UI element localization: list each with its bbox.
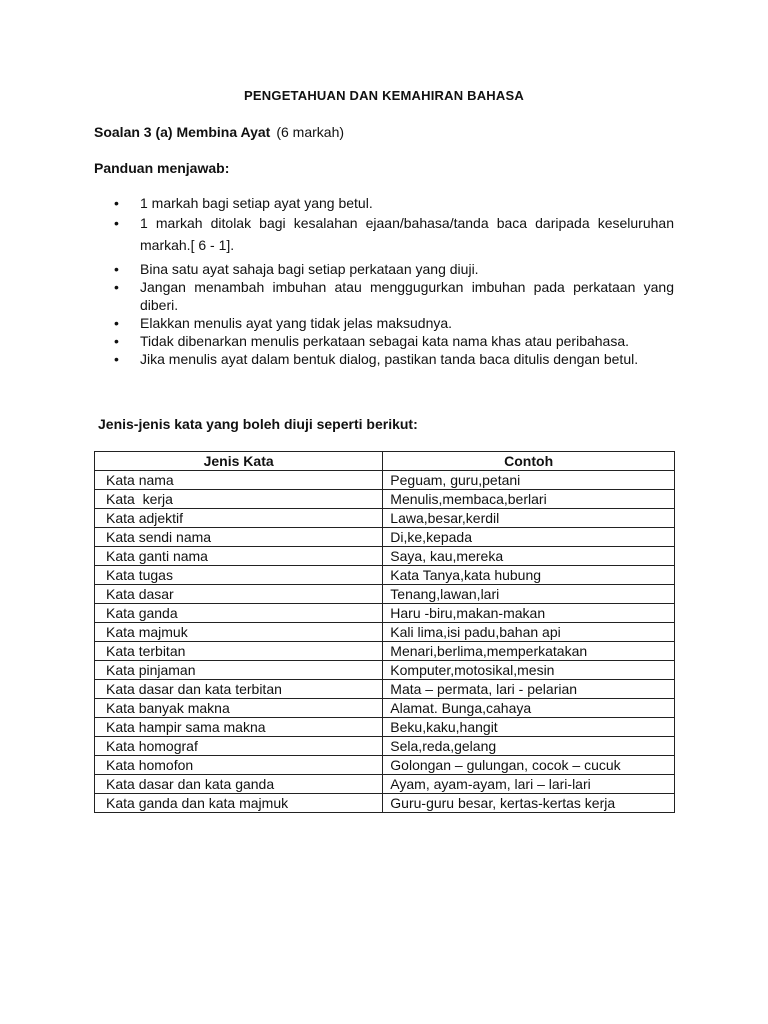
question-heading bbox=[94, 124, 344, 140]
word-type-cell: Kata ganda bbox=[95, 604, 383, 623]
example-cell: Mata – permata, lari - pelarian bbox=[383, 680, 675, 699]
guide-heading: Panduan menjawab: bbox=[94, 160, 230, 176]
example-cell: Beku,kaku,hangit bbox=[383, 718, 675, 737]
table-row bbox=[95, 642, 675, 661]
rule-text: 1 markah ditolak bagi kesalahan ejaan/bahasa/tanda baca daripada keseluruhan markah.[ 6 - 1]. bbox=[140, 215, 674, 253]
column-header-jenis-kata: Jenis Kata bbox=[95, 452, 383, 471]
word-type-cell: Kata hampir sama makna bbox=[95, 718, 383, 737]
example-cell: Menulis,membaca,berlari bbox=[383, 490, 675, 509]
bullet-icon: • bbox=[114, 261, 119, 277]
word-type-cell: Kata terbitan bbox=[95, 642, 383, 661]
table-row bbox=[95, 718, 675, 737]
table-row bbox=[95, 566, 675, 585]
example-cell: Saya, kau,mereka bbox=[383, 547, 675, 566]
rule-item bbox=[114, 278, 674, 314]
table-row bbox=[95, 604, 675, 623]
rule-text: Bina satu ayat sahaja bagi setiap perkataan yang diuji. bbox=[140, 261, 479, 277]
word-type-cell: Kata dasar bbox=[95, 585, 383, 604]
question-marks: (6 markah) bbox=[276, 124, 345, 140]
example-cell: Kata Tanya,kata hubung bbox=[383, 566, 675, 585]
rule-item bbox=[114, 194, 674, 212]
rules-list bbox=[114, 194, 674, 368]
example-cell: Haru -biru,makan-makan bbox=[383, 604, 675, 623]
word-type-cell: Kata tugas bbox=[95, 566, 383, 585]
word-type-cell: Kata dasar dan kata terbitan bbox=[95, 680, 383, 699]
example-cell: Komputer,motosikal,mesin bbox=[383, 661, 675, 680]
bullet-icon: • bbox=[114, 333, 119, 349]
column-header-contoh: Contoh bbox=[383, 452, 675, 471]
word-type-cell: Kata banyak makna bbox=[95, 699, 383, 718]
bullet-icon: • bbox=[114, 351, 119, 367]
example-cell: Kali lima,isi padu,bahan api bbox=[383, 623, 675, 642]
word-type-cell: Kata pinjaman bbox=[95, 661, 383, 680]
table-header-row bbox=[95, 452, 675, 471]
table-row bbox=[95, 737, 675, 756]
example-cell: Sela,reda,gelang bbox=[383, 737, 675, 756]
rule-text: Tidak dibenarkan menulis perkataan sebagai kata nama khas atau peribahasa. bbox=[140, 333, 630, 349]
table-row bbox=[95, 471, 675, 490]
table-row bbox=[95, 775, 675, 794]
table-row bbox=[95, 680, 675, 699]
word-type-cell: Kata homofon bbox=[95, 756, 383, 775]
word-type-cell: Kata sendi nama bbox=[95, 528, 383, 547]
word-type-cell: Kata ganti nama bbox=[95, 547, 383, 566]
example-cell: Alamat. Bunga,cahaya bbox=[383, 699, 675, 718]
bullet-icon: • bbox=[114, 215, 119, 231]
table-row bbox=[95, 756, 675, 775]
word-type-cell: Kata homograf bbox=[95, 737, 383, 756]
rule-text: 1 markah bagi setiap ayat yang betul. bbox=[140, 195, 373, 211]
example-cell: Di,ke,kepada bbox=[383, 528, 675, 547]
table-row bbox=[95, 623, 675, 642]
rule-item bbox=[114, 212, 674, 256]
word-type-cell: Kata adjektif bbox=[95, 509, 383, 528]
rule-item bbox=[114, 350, 674, 368]
word-type-cell: Kata dasar dan kata ganda bbox=[95, 775, 383, 794]
document-title: PENGETAHUAN DAN KEMAHIRAN BAHASA bbox=[244, 88, 524, 103]
word-type-cell: Kata majmuk bbox=[95, 623, 383, 642]
example-cell: Peguam, guru,petani bbox=[383, 471, 675, 490]
word-type-cell: Kata kerja bbox=[95, 490, 383, 509]
bullet-icon: • bbox=[114, 315, 119, 331]
example-cell: Ayam, ayam-ayam, lari – lari-lari bbox=[383, 775, 675, 794]
word-type-cell: Kata ganda dan kata majmuk bbox=[95, 794, 383, 813]
rule-text: Jangan menambah imbuhan atau menggugurkan imbuhan pada perkataan yang diberi. bbox=[140, 279, 674, 313]
word-types-heading: Jenis-jenis kata yang boleh diuji seperti berikut: bbox=[98, 416, 418, 432]
example-cell: Lawa,besar,kerdil bbox=[383, 509, 675, 528]
example-cell: Golongan – gulungan, cocok – cucuk bbox=[383, 756, 675, 775]
rule-text: Jika menulis ayat dalam bentuk dialog, pastikan tanda baca ditulis dengan betul. bbox=[140, 351, 639, 367]
rule-item bbox=[114, 314, 674, 332]
table-row bbox=[95, 699, 675, 718]
table-row bbox=[95, 794, 675, 813]
word-types-table bbox=[94, 451, 675, 813]
table-row bbox=[95, 490, 675, 509]
table-row bbox=[95, 547, 675, 566]
table-row bbox=[95, 509, 675, 528]
bullet-icon: • bbox=[114, 279, 119, 295]
bullet-icon: • bbox=[114, 195, 119, 211]
table-row bbox=[95, 585, 675, 604]
rule-text: Elakkan menulis ayat yang tidak jelas maksudnya. bbox=[140, 315, 453, 331]
table-row bbox=[95, 528, 675, 547]
table-row bbox=[95, 661, 675, 680]
example-cell: Tenang,lawan,lari bbox=[383, 585, 675, 604]
example-cell: Menari,berlima,memperkatakan bbox=[383, 642, 675, 661]
rule-item bbox=[114, 332, 674, 350]
word-type-cell: Kata nama bbox=[95, 471, 383, 490]
example-cell: Guru-guru besar, kertas-kertas kerja bbox=[383, 794, 675, 813]
question-label: Soalan 3 (a) Membina Ayat bbox=[94, 124, 271, 140]
rule-item bbox=[114, 260, 674, 278]
